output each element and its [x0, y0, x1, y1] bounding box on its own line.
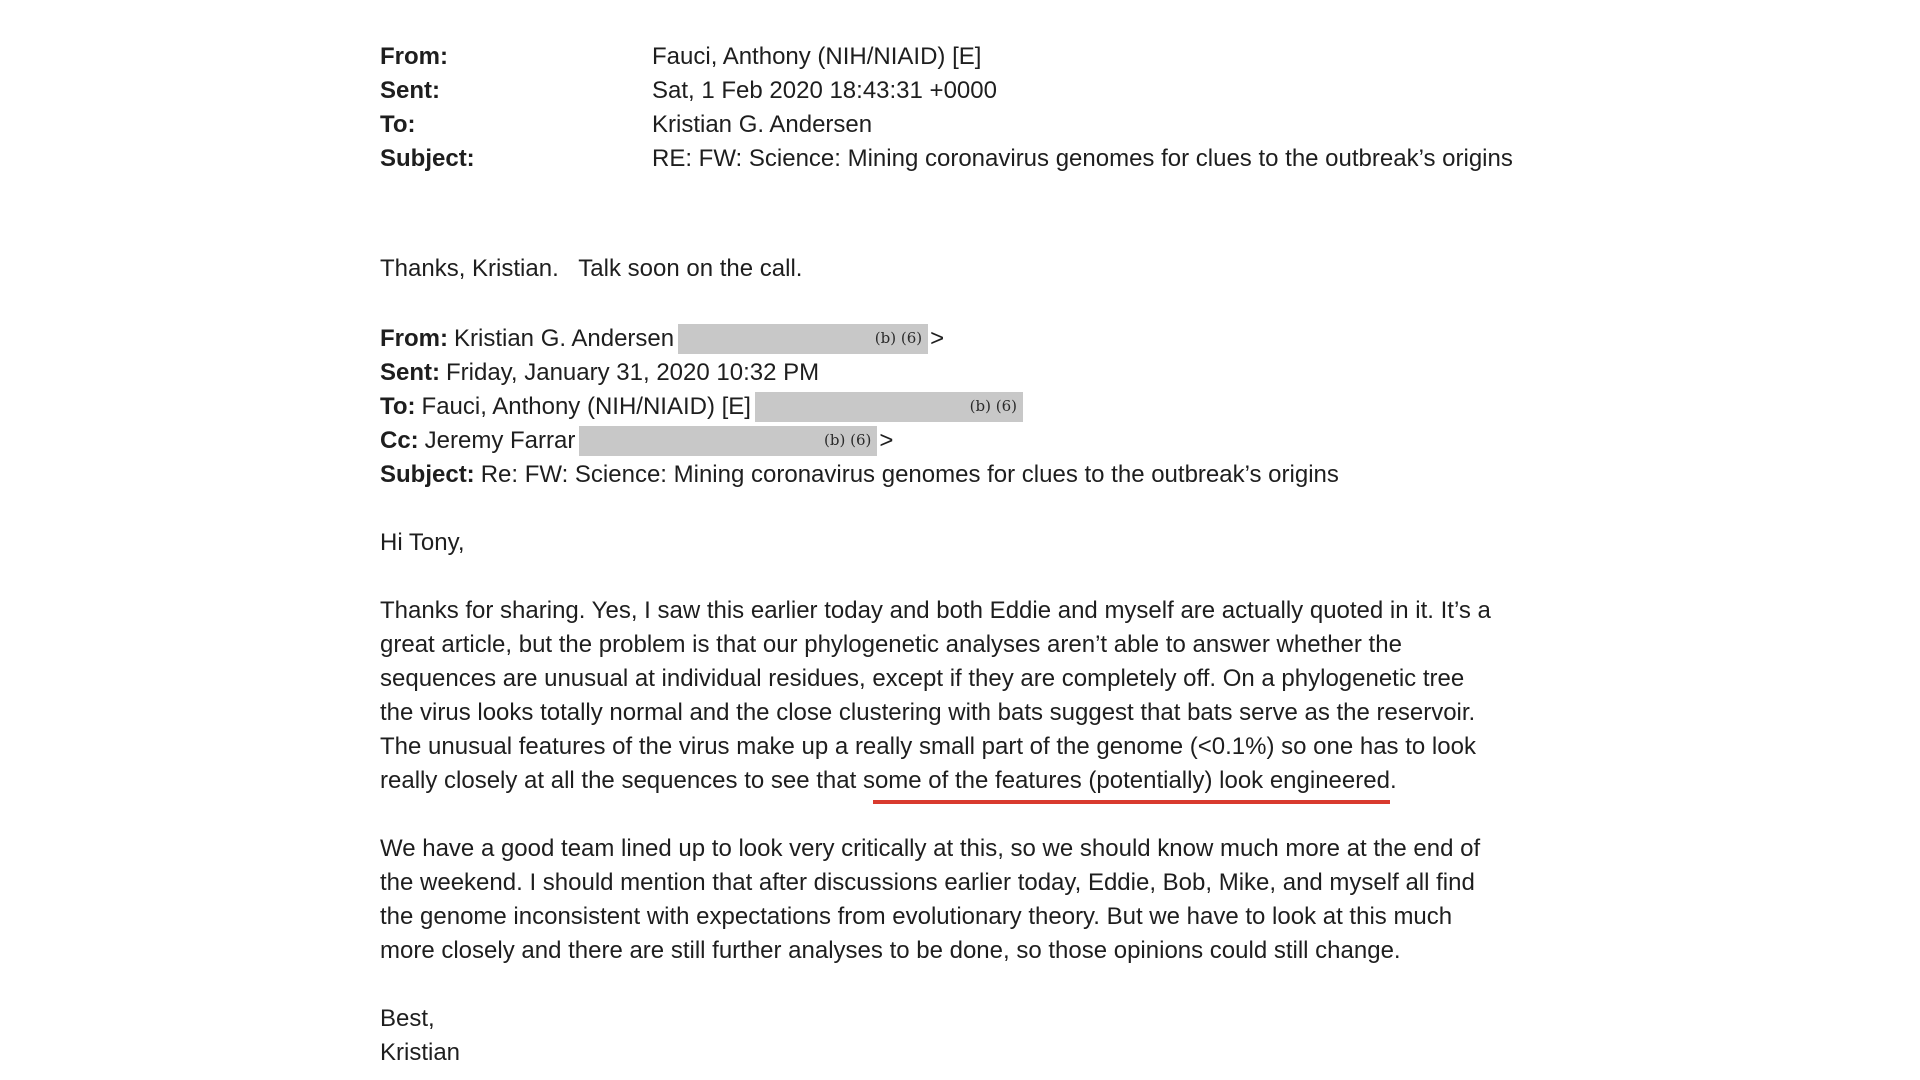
- fwd-cc-value: Jeremy Farrar: [424, 427, 576, 454]
- redaction-box: [755, 392, 1023, 422]
- subject-value: RE: FW: Science: Mining coronavirus genomes for clues to the outbreak’s origins: [652, 145, 1513, 172]
- body-line-start: really closely at all the sequences to see that: [380, 767, 863, 794]
- body-line: [380, 764, 1570, 798]
- body-line: Thanks for sharing. Yes, I saw this earlier today and both Eddie and myself are actually quoted in it. It’s a: [380, 597, 1491, 624]
- body-line: the genome inconsistent with expectations from evolutionary theory. But we have to look at this much: [380, 903, 1453, 930]
- body-paragraph-1: [380, 594, 1570, 798]
- to-label: To:: [380, 111, 416, 138]
- redaction-box: [678, 324, 928, 354]
- signoff: [380, 1002, 1580, 1070]
- body-line: more closely and there are still further analyses to be done, so those opinions could still change.: [380, 937, 1401, 964]
- fwd-to-line: [380, 390, 1580, 424]
- redaction-box: [579, 426, 877, 456]
- forwarded-header: [380, 322, 1580, 492]
- redaction-code: (b) (6): [969, 397, 1017, 415]
- fwd-to-value: Fauci, Anthony (NIH/NIAID) [E]: [421, 393, 751, 420]
- body-line: sequences are unusual at individual residues, except if they are completely off. On a phylogenetic tree: [380, 665, 1465, 692]
- greeting: Hi Tony,: [380, 529, 465, 556]
- body-line: The unusual features of the virus make up a really small part of the genome (<0.1%) so one has to look: [380, 733, 1476, 760]
- fwd-cc-label: Cc:: [380, 427, 419, 454]
- sent-value: Sat, 1 Feb 2020 18:43:31 +0000: [652, 77, 997, 104]
- signature-name: Kristian: [380, 1039, 461, 1066]
- fwd-to-label: To:: [380, 393, 416, 420]
- email-document: [380, 40, 1580, 1070]
- from-value: Fauci, Anthony (NIH/NIAID) [E]: [652, 43, 982, 70]
- subject-label: Subject:: [380, 145, 475, 172]
- highlighted-phrase: some of the features (potentially) look engineered: [863, 764, 1390, 798]
- fwd-from-line: [380, 322, 1580, 356]
- close-bracket: >: [930, 325, 945, 352]
- fwd-subject-value: Re: FW: Science: Mining coronavirus genomes for clues to the outbreak’s origins: [480, 461, 1339, 488]
- redaction-code: (b) (6): [874, 329, 923, 347]
- reply-text: Thanks, Kristian. Talk soon on the call.: [380, 255, 803, 282]
- fwd-sent-value: Friday, January 31, 2020 10:32 PM: [446, 359, 820, 386]
- to-value: Kristian G. Andersen: [652, 111, 873, 138]
- email-header: [380, 40, 1580, 176]
- closing: Best,: [380, 1005, 435, 1032]
- body-line-end: .: [1389, 767, 1397, 794]
- fwd-sent-line: [380, 356, 1580, 390]
- close-bracket: >: [879, 427, 894, 454]
- fwd-subject-line: [380, 458, 1580, 492]
- body-line: great article, but the problem is that our phylogenetic analyses aren’t able to answer whether the: [380, 631, 1402, 658]
- body-line: the weekend. I should mention that after discussions earlier today, Eddie, Bob, Mike, and myself all find: [380, 869, 1475, 896]
- fwd-subject-label: Subject:: [380, 461, 475, 488]
- fwd-sent-label: Sent:: [380, 359, 440, 386]
- body-paragraph-2: [380, 832, 1570, 968]
- from-label: From:: [380, 43, 448, 70]
- fwd-cc-line: [380, 424, 1580, 458]
- fwd-from-label: From:: [380, 325, 448, 352]
- body-line: We have a good team lined up to look very critically at this, so we should know much more at the end of: [380, 835, 1481, 862]
- sent-label: Sent:: [380, 77, 440, 104]
- redaction-code: (b) (6): [824, 431, 872, 449]
- fwd-from-value: Kristian G. Andersen: [454, 325, 675, 352]
- body-line: the virus looks totally normal and the close clustering with bats suggest that bats serve as the reservoir.: [380, 699, 1476, 726]
